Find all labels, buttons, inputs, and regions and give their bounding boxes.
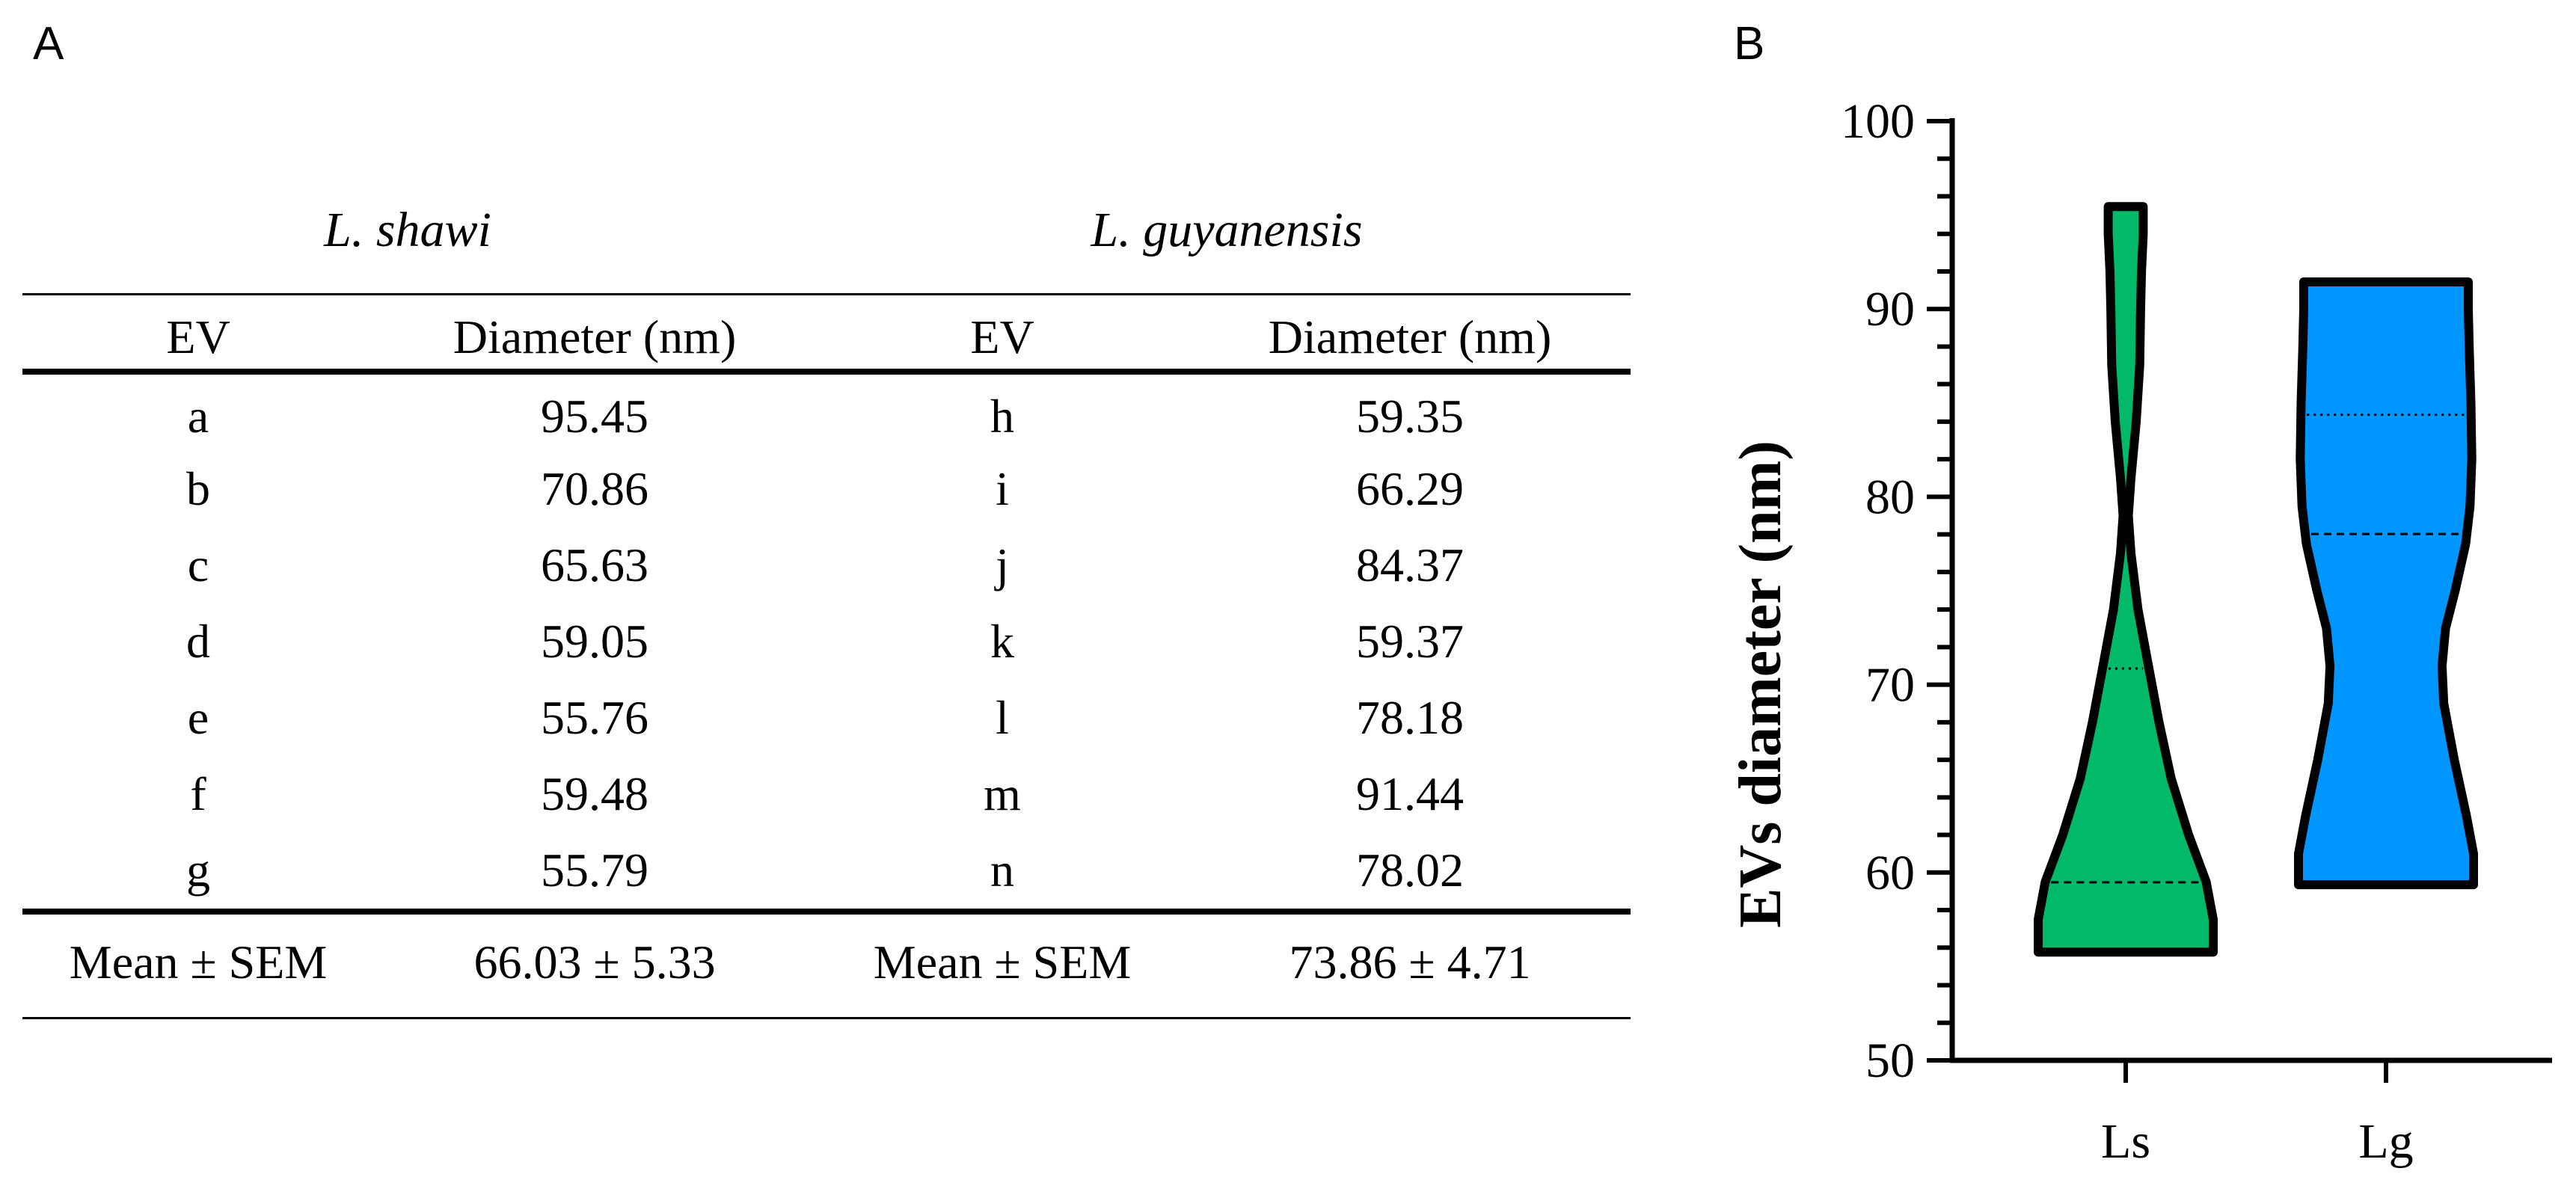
column-header-diameter-shawi: Diameter (nm) — [453, 310, 737, 363]
panel-b-label: B — [1734, 18, 1765, 70]
x-tick-label-lg: Lg — [2358, 1114, 2414, 1169]
table-cell: 66.29 — [1356, 462, 1464, 515]
summary-label-shawi: Mean ± SEM — [69, 935, 328, 989]
species-l-shawi: L. shawi — [324, 203, 491, 257]
violin-lg — [2299, 282, 2474, 885]
table-cell: 78.18 — [1356, 691, 1464, 744]
table-cell: d — [186, 615, 210, 668]
table-cell: 59.48 — [541, 767, 648, 820]
y-tick-label: 90 — [1865, 282, 1915, 337]
table-cell: 84.37 — [1356, 538, 1464, 592]
table-cell: j — [996, 538, 1009, 592]
table-cell: 95.45 — [541, 390, 648, 443]
y-tick-label: 60 — [1865, 845, 1915, 900]
table-cell: 55.76 — [541, 691, 648, 744]
violin-body-ls — [2038, 206, 2213, 952]
summary-label-guyanensis: Mean ± SEM — [873, 935, 1132, 989]
y-tick-label: 50 — [1865, 1033, 1915, 1088]
column-header-ev-shawi: EV — [166, 310, 230, 363]
table-cell: b — [186, 462, 210, 515]
table-cell: a — [187, 390, 209, 443]
y-tick-label: 70 — [1865, 657, 1915, 713]
table-cell: g — [186, 844, 210, 897]
table-cell: i — [996, 462, 1009, 515]
table-cell: c — [187, 538, 209, 592]
species-l-guyanensis: L. guyanensis — [1091, 203, 1363, 257]
column-header-ev-guyanensis: EV — [970, 310, 1034, 363]
violin-series-group — [2038, 206, 2474, 952]
panel-a-label: A — [33, 18, 64, 70]
y-tick-label: 80 — [1865, 470, 1915, 525]
table-cell: 59.05 — [541, 615, 648, 668]
table-cell: 59.37 — [1356, 615, 1464, 668]
table-cell: k — [990, 615, 1014, 668]
x-tick-label-ls: Ls — [2101, 1114, 2150, 1169]
table-cell: 65.63 — [541, 538, 648, 592]
table-cell: h — [990, 390, 1014, 443]
table-cell: 70.86 — [541, 462, 648, 515]
table-cell: 91.44 — [1356, 767, 1464, 820]
y-axis-label: EVs diameter (nm) — [1728, 440, 1794, 928]
violin-ls — [2038, 206, 2213, 952]
summary-value-guyanensis: 73.86 ± 4.71 — [1289, 935, 1531, 989]
table-cell: 55.79 — [541, 844, 648, 897]
violin-body-lg — [2299, 282, 2474, 885]
table-cell: f — [190, 767, 206, 820]
column-header-diameter-guyanensis: Diameter (nm) — [1268, 310, 1552, 363]
table-cell: e — [187, 691, 209, 744]
table-cell: m — [984, 767, 1021, 820]
y-tick-label: 100 — [1841, 94, 1915, 149]
table-cell: 78.02 — [1356, 844, 1464, 897]
table-cell: n — [990, 844, 1014, 897]
table-cell: l — [996, 691, 1009, 744]
summary-value-shawi: 66.03 ± 5.33 — [473, 935, 716, 989]
table-cell: 59.35 — [1356, 390, 1464, 443]
